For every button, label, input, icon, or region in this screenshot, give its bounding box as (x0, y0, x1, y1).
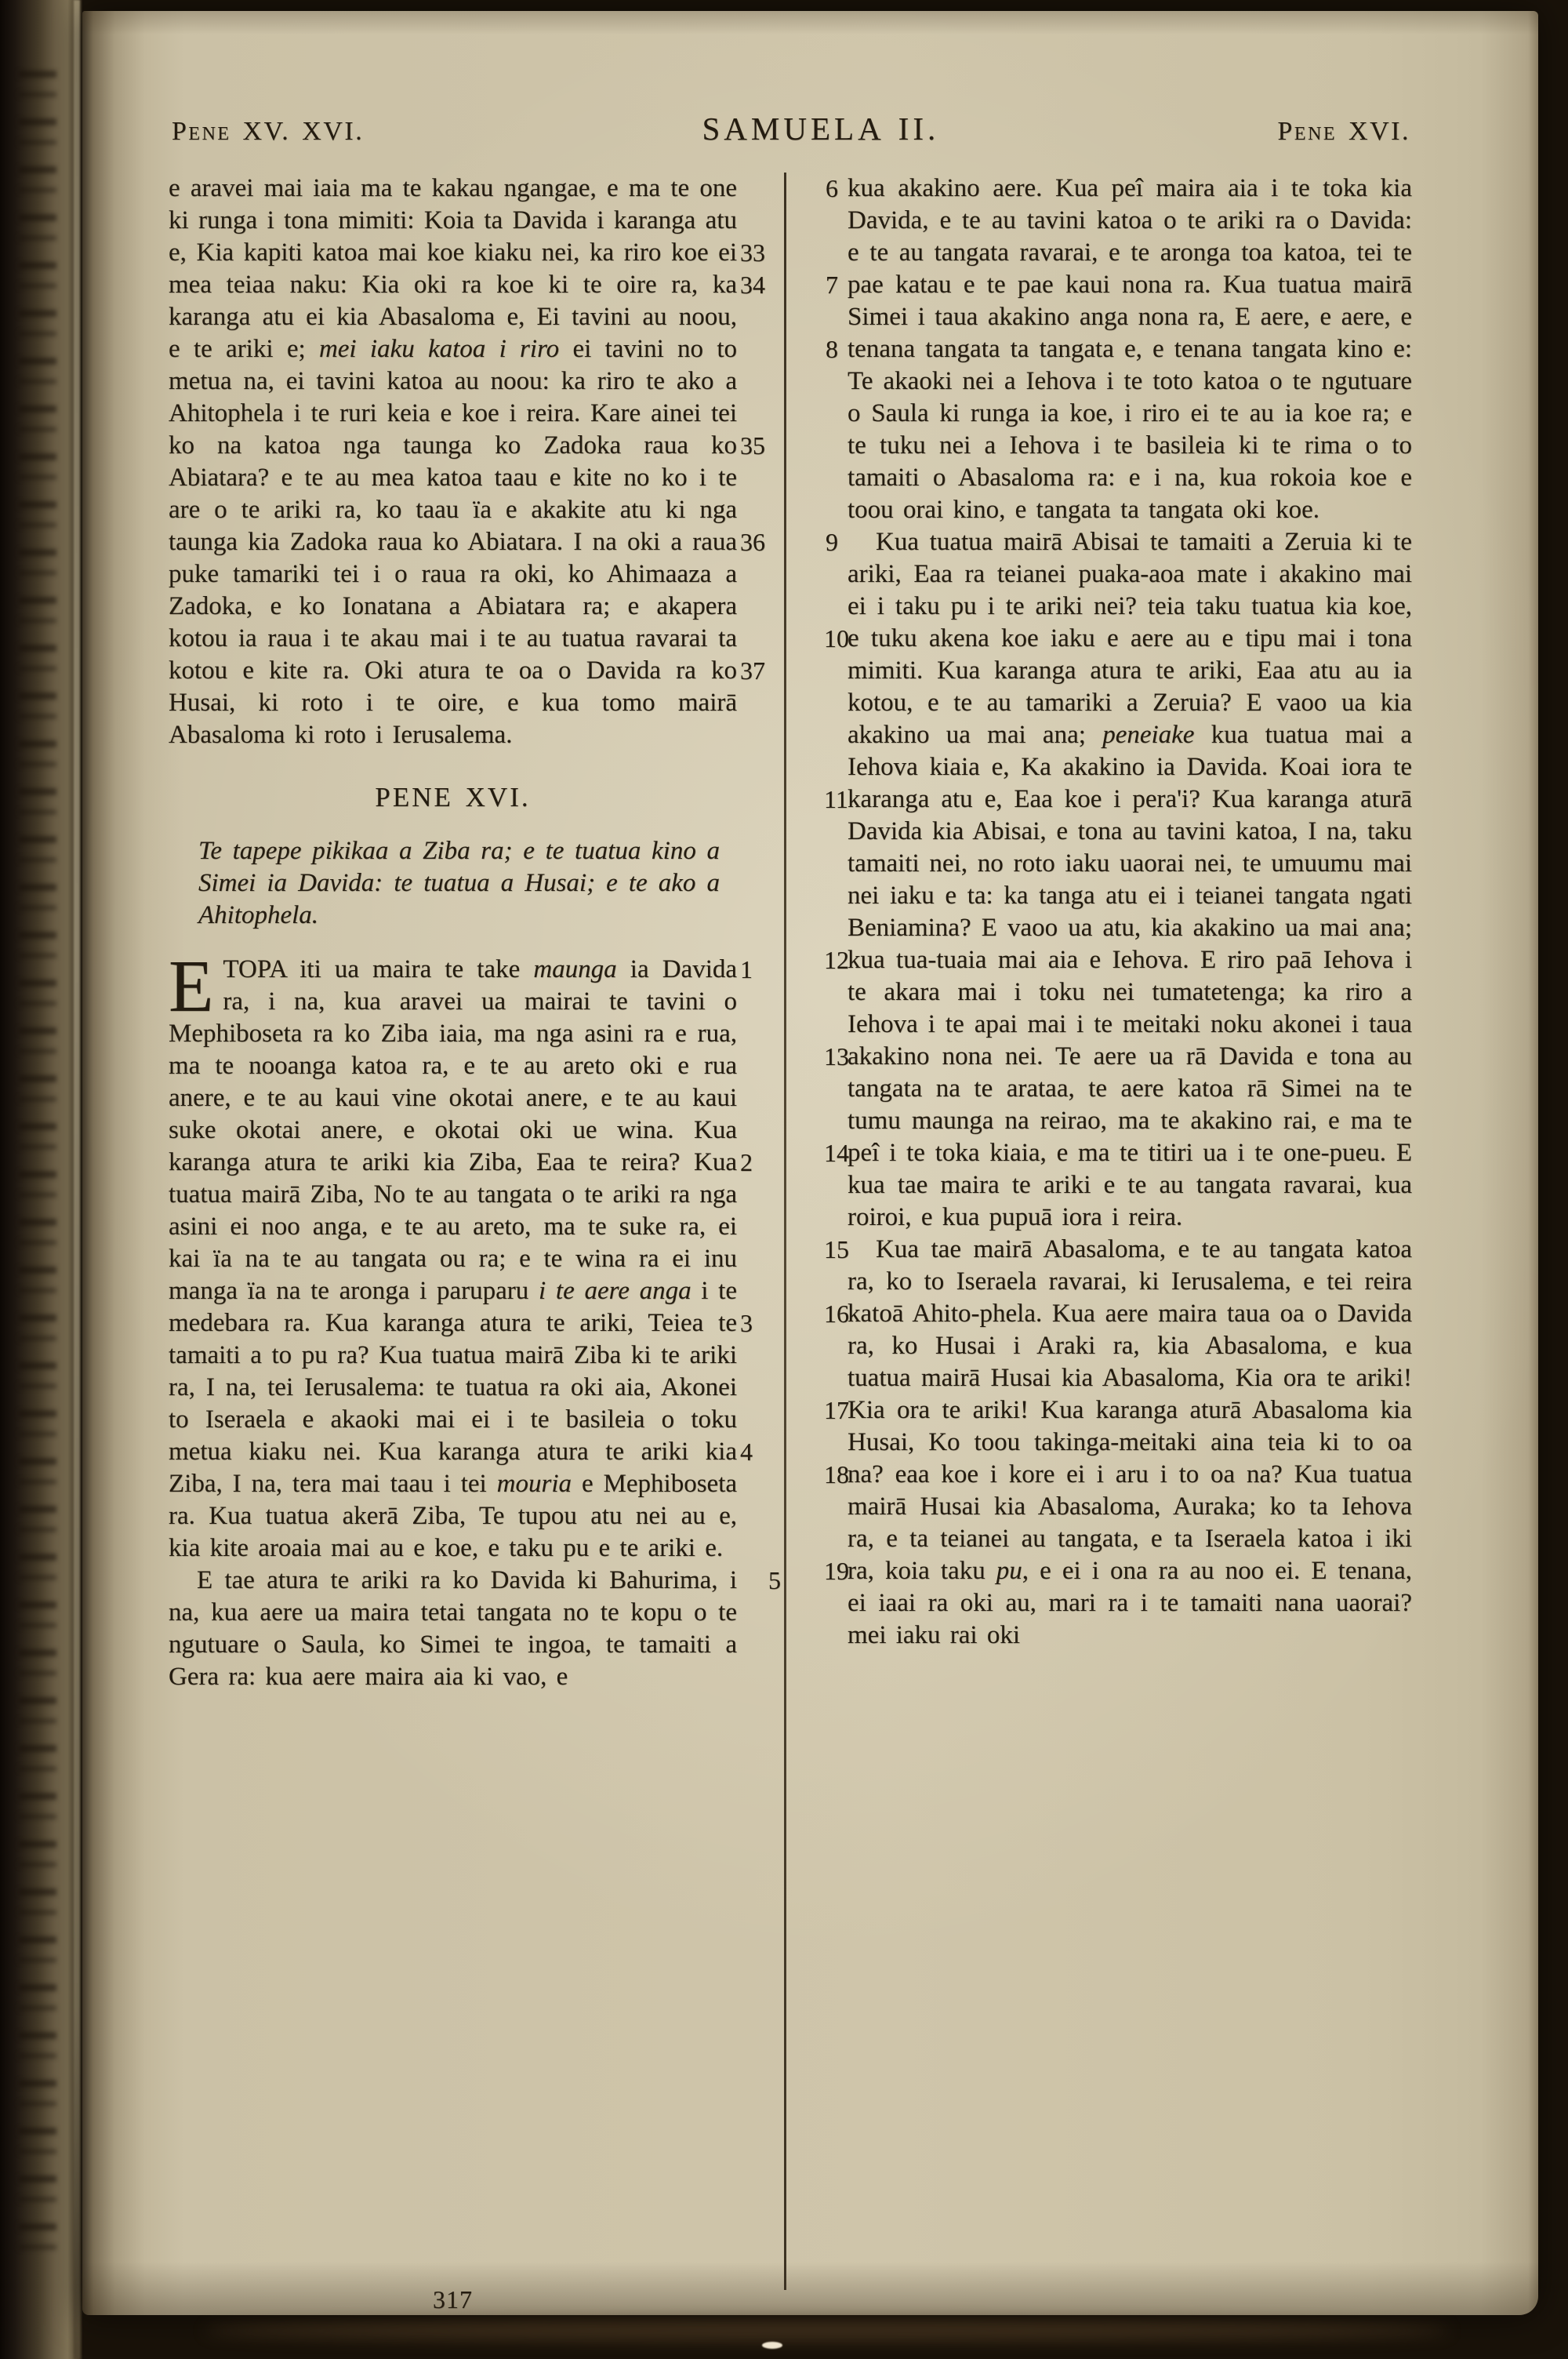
running-header-right: Pene XVI. (1277, 117, 1410, 146)
verse-text: ora te ariki! Kua karanga aturā Abasaloma kia Husai, Ko toou takinga-meitaki aina teia ki to oa na? eaa koe i (848, 1396, 1412, 1488)
verse-number: 33 (740, 238, 765, 267)
verse-number: 6 (826, 174, 838, 202)
verse-text: tuaia mai aia e Iehova. E riro paā Iehova i te akara mai i toku nei tumatetenga; ka riro a Iehova i te apai mai i te meitaki noku akonei i taua akakino (848, 946, 1412, 1070)
verse-number: 4 (740, 1438, 753, 1466)
chapter-summary: Te tapepe pikikaa a Ziba ra; e te tuatua kino a Simei ia Davida: te tuatua a Husai; e te ako a Ahitophela. (198, 837, 720, 929)
verse-text: kapiti katoa mai koe kiaku nei, ka riro koe ei mea teiaa naku: Kia oki ra koe (169, 238, 738, 299)
verse-text: e aravei mai iaia ma te kakau ngangae, e ma te one ki runga i tona mimiti: Koia ta Davida i karanga atu e, Kia (169, 174, 737, 267)
verse-text: nona nei. Te aere ua rā Davida e tona au tangata na te arataa, te aere katoa rā Simei na te tumu maunga na reirao, ma te akakino rai, e ma te peî i te toka (848, 1042, 1412, 1167)
verse-text: atura te ariki kia Ziba, I na, tera mai taau i tei mouria e Mephiboseta ra. Kua tuatua akerā Ziba, Te tupou atu nei au e, kia kite aroaia mai au e koe, e taku pu e te ariki e. (169, 1438, 737, 1562)
scanned-book-page (82, 11, 1538, 2315)
column-divider-rule (784, 173, 786, 2290)
verse-number: 5 (768, 1566, 781, 1594)
verse-text: ki te oire ra, ka karanga atu ei kia Abasaloma e, Ei tavini au noou, e te ariki e; mei iaku katoa i riro ei tavini no to metua na, ei tavini katoa au noou: ka riro te ako a Ahitophela i te ruri keia e koe i reira. Kare ainei tei (169, 271, 737, 427)
page-number: 317 (433, 2285, 473, 2314)
verse-text: Kua tae mairā Abasaloma, e te au tangata katoa ra, ko to Iseraela ravarai, ki Ierusalema, e tei reira katoā Ahito- (848, 1235, 1412, 1328)
verse-text: atura te ariki kia Ziba, Eaa te reira? Kua tuatua mairā Ziba, No te au tangata o te ariki ra nga asini ei noo anga, e te au areto, ma te suke ra, ei kai ïa na te au tangata ou ra; e te wina ra ei inu manga ïa na te aronga i paruparu i te aere anga i te medebara ra. Kua karanga atura te ariki, Teiea (169, 1148, 738, 1337)
verse-number: 11 (824, 785, 848, 813)
drop-cap-initial: E (169, 946, 214, 1027)
verse-text: taku pu, e ei i ona ra au noo ei. E tenana, ei iaai ra oki au, mari ra i te tamaiti nana uaorai? mei iaku rai oki (848, 1557, 1412, 1649)
verse-number: 1 (740, 955, 753, 983)
verse-number: 34 (740, 271, 765, 299)
verse-number: 7 (826, 271, 838, 299)
verse-text: tipu mai i tona mimiti. Kua karanga atura te ariki, Eaa atu au ia kotou, e te au tamariki a Zeruia? E vaoo ua kia akakino ua mai ana; peneiake kua tuatua mai a Iehova kiaia e, Ka akakino ia Davida. Koai iora te karanga (848, 624, 1412, 813)
verse-text: kua akakino aere. Kua peî maira aia i te toka kia Davida, e te au tavini katoa o te ariki ra o Davida: e te au tangata ravarai, e te aronga toa katoa, tei te pae katau e te pae kaui nona ra. (848, 174, 1412, 299)
verse-text: Kua tuatua mairā Simei i taua akakino anga nona ra, E aere, e aere, e tenana tangata ta tangata e, e tenana tangata (848, 271, 1412, 363)
verse-text: te tamaiti a to pu ra? Kua tuatua mairā Ziba ki te ariki ra, I na, tei Ierusalema: te tuatua ra oki aia, Akonei to Iseraela e akaoki mai ei i te basileia o toku metua kiaku nei. Kua karanga (169, 1309, 737, 1466)
verse-number: 2 (740, 1148, 753, 1176)
verse-text: raua puke tamariki tei i o raua ra oki, ko Ahimaaza a Zadoka, e ko Ionatana a Abiatara ra; e akapera kotou ia raua i te akau mai i te au tuatua ravarai ta kotou e kite ra. Oki atura te oa o (169, 528, 737, 685)
verse-paragraph (169, 173, 765, 751)
verse-number: 16 (824, 1299, 849, 1328)
verse-number: 37 (740, 656, 765, 685)
text-columns (169, 173, 1414, 2290)
column-right (824, 173, 1412, 2290)
verse-text: kiaia, e ma te titiri ua i te one-pueu. E kua tae maira te ariki e te au tangata ravarai, kua roiroi, e kua pupuā iora i reira. (848, 1139, 1412, 1231)
verse-text: Davida ra ko Husai, ki roto i te oire, e kua tomo mairā Abasaloma ki roto i Ierusalema. (169, 656, 737, 749)
printed-content (169, 111, 1414, 2314)
book-bottom-edge-shadow (204, 2321, 1450, 2340)
verse-paragraph (826, 173, 1412, 526)
verse-text: Kua tuatua mairā Abisai te tamaiti a Zeruia ki te ariki, Eaa ra teianei puaka-aoa mate i akakino mai ei i taku pu i te ariki nei? teia taku tuatua kia koe, e tuku akena koe iaku e aere au e (848, 528, 1412, 652)
verse-text: E tae atura te ariki ra ko Davida ki Bahurima, i na, kua aere ua maira tetai tangata no te kopu o te ngutuare o Saula, ko Simei te ingoa, te tamaiti a Gera ra: kua aere maira aia ki vao, e (169, 1566, 737, 1691)
verse-number: 15 (824, 1235, 849, 1263)
verse-number: 12 (824, 946, 849, 974)
verse-number: 13 (824, 1042, 849, 1070)
paper-speck (762, 2342, 782, 2349)
verse-number: 14 (824, 1139, 849, 1167)
verse-paragraph (824, 526, 1412, 1234)
verse-paragraph (169, 946, 753, 1565)
running-header-title: SAMUELA II. (702, 111, 940, 147)
verse-number: 35 (740, 431, 765, 460)
chapter-heading: PENE XVI. (375, 782, 531, 812)
verse-number: 19 (824, 1557, 849, 1585)
verse-text: atu e, Eaa koe i pera'i? Kua karanga aturā Davida kia Abisai, e tona au tavini katoa, I na, taku tamaiti nei, no roto iaku uaorai nei, te umuumu mai nei iaku e ta: ka tanga atu ei i teianei tangata ngati Beniamina? E vaoo ua atu, kia akakino ua mai ana; kua tua- (848, 785, 1412, 974)
verse-number: 3 (740, 1309, 753, 1337)
verse-number: 36 (740, 528, 765, 556)
column-left (169, 173, 781, 2290)
verse-paragraph (169, 1565, 781, 1693)
verse-number: 9 (826, 528, 838, 556)
verse-number: 18 (824, 1460, 849, 1488)
verse-text: kore ei i aru i to oa na? Kua tuatua mairā Husai kia Abasaloma, Auraka; ko ta Iehova ra, e ta teianei au tangata, e ta Iseraela katoa i iki ra, koia (848, 1460, 1412, 1585)
verse-text: kino e: Te akaoki nei a Iehova i te toto katoa o te ngutuare o Saula ki runga ia koe, i riro ei te au ia koe ra; e te tuku nei a Iehova i te basileia ki te rima o to tamaiti o Abasaloma ra: e i na, kua rokoia koe e toou orai kino, e tangata ta tangata oki koe. (848, 335, 1412, 524)
verse-text: phela. Kua aere maira taua oa o Davida ra, ko Husai i Araki ra, kia Abasaloma, e kua tuatua mairā Husai kia Abasaloma, Kia ora te ariki! Kia (848, 1299, 1412, 1424)
verse-number: 8 (826, 335, 838, 363)
verse-paragraph (824, 1234, 1412, 1652)
running-header-left: Pene XV. XVI. (172, 117, 365, 146)
verse-number: 10 (824, 624, 849, 652)
running-header (169, 113, 1414, 152)
facing-page-edge (0, 0, 82, 2359)
verse-text: ko na katoa nga taunga ko Zadoka raua ko Abiatara? e te au mea katoa taau e kite no ko i te are o te ariki ra, ko taau ïa e akakite atu ki nga taunga kia Zadoka raua ko Abiatara. I na oki a (169, 431, 737, 556)
verse-number: 17 (824, 1396, 849, 1424)
verse-text: TOPA iti ua maira te take maunga ia Davida ra, i na, kua aravei ua mairai te tavini o Mephiboseta ra ko Ziba iaia, ma nga asini ra e rua, ma te nooanga katoa ra, e te au areto oki e rua anere, e te au kaui vine okotai anere, e te au kaui suke okotai anere, e okotai oki ue wina. Kua karanga (169, 955, 738, 1176)
